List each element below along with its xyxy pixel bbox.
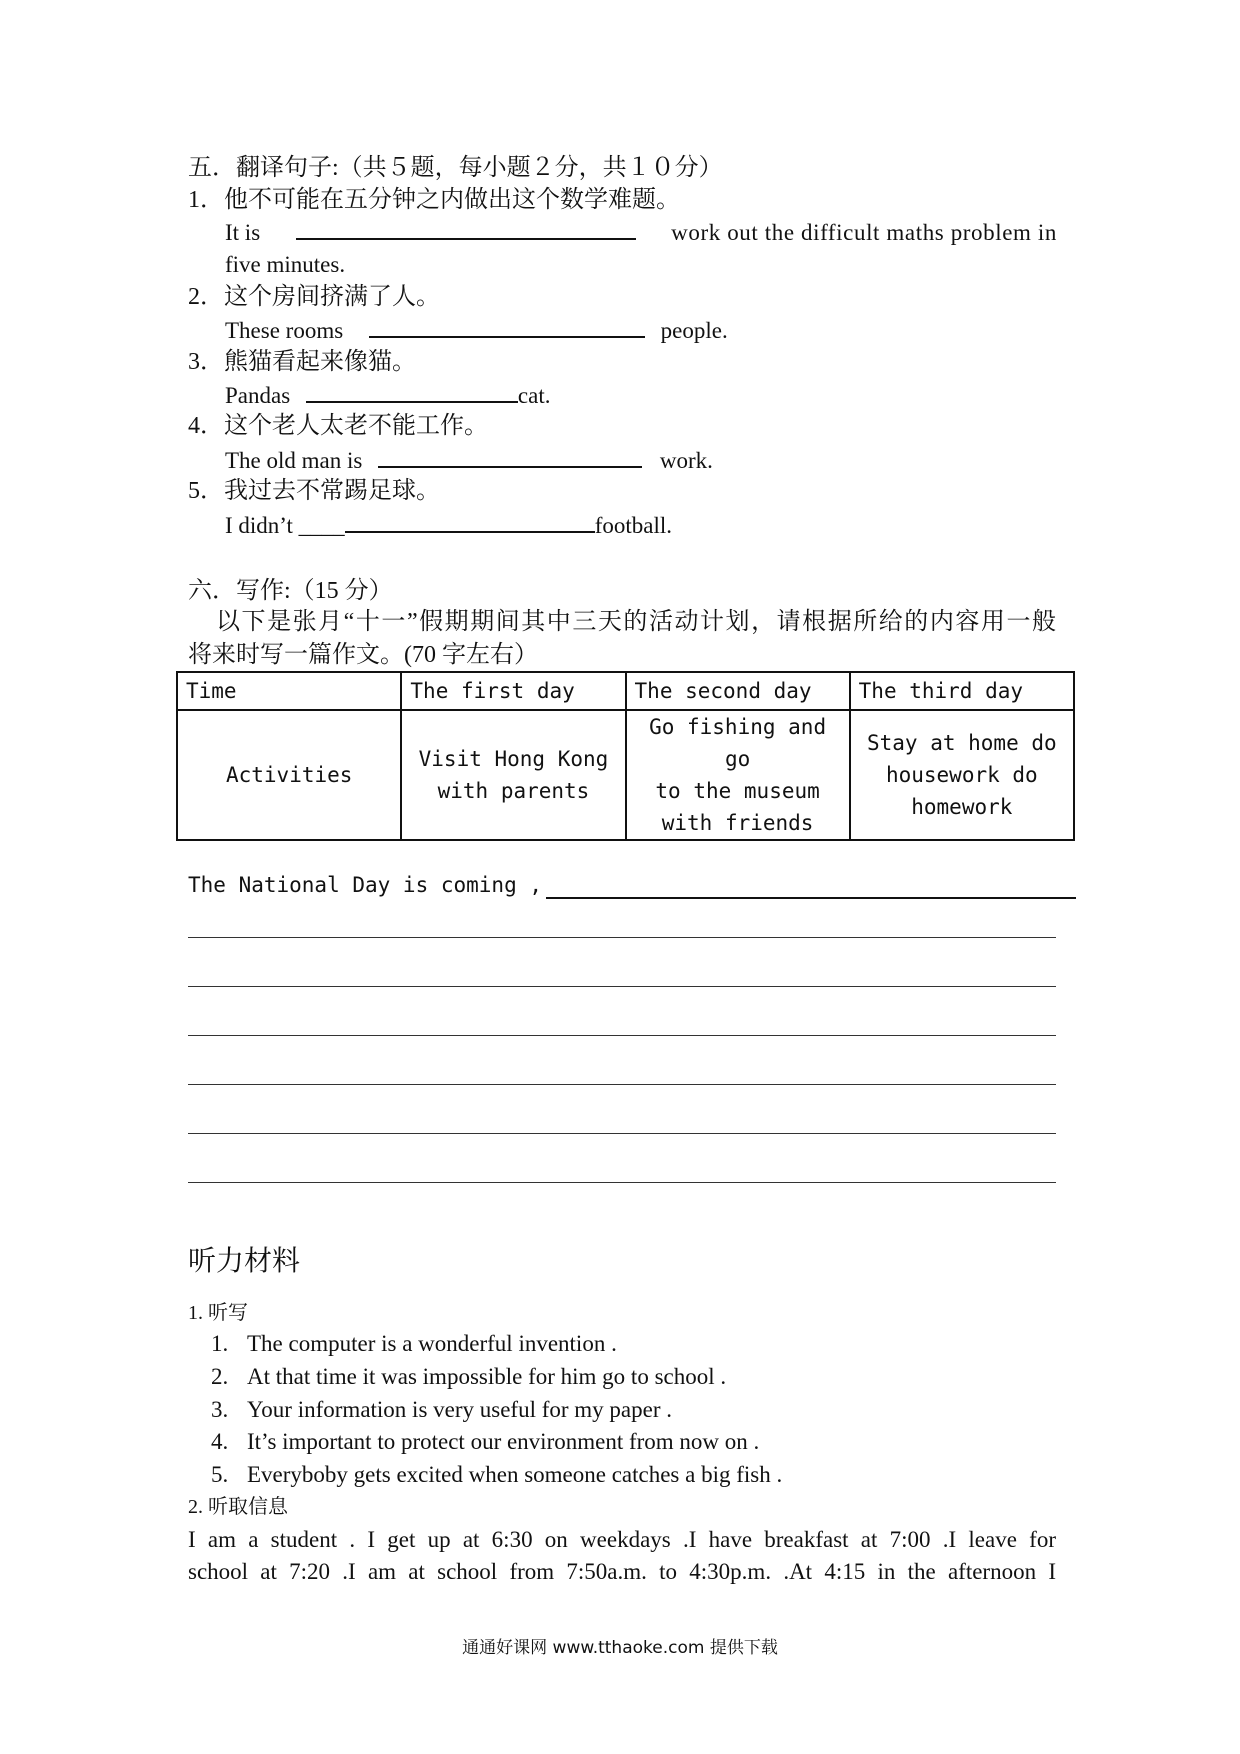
q1-text-before: It is	[225, 220, 261, 245]
q4-chinese: 4．这个老人太老不能工作。	[188, 413, 488, 439]
q1-blank[interactable]	[296, 218, 636, 240]
cell-first-day-line2: with parents	[437, 779, 590, 803]
section5-heading: 五．翻译句子:（共５题，每小题２分，共１０分）	[188, 155, 723, 181]
q3-blank[interactable]	[306, 381, 518, 403]
q3-chinese: 3．熊猫看起来像猫。	[188, 349, 416, 375]
header-third-day: The third day	[850, 672, 1074, 710]
cell-second-day-line2: to the museum	[655, 779, 820, 803]
activity-plan-table	[176, 671, 1075, 841]
header-time: Time	[177, 672, 401, 710]
dictation-item-5: 5. Everyboby gets excited when someone catches a big fish .	[211, 1462, 783, 1487]
q3-text-before: Pandas	[225, 383, 291, 408]
q1-english	[225, 218, 1057, 247]
dictation-item-4: 4. It’s important to protect our environment from now on .	[211, 1429, 760, 1454]
q5-english	[225, 511, 672, 540]
q5-text-before: I didn’t ____	[225, 513, 345, 538]
cell-third-day-line1: Stay at home do	[867, 731, 1057, 755]
cell-third-day-line2: housework do	[885, 763, 1038, 787]
cell-second-day	[626, 710, 850, 840]
q1-continuation: five minutes.	[225, 252, 346, 277]
q1-text-after: work out the difficult maths problem in	[671, 220, 1057, 245]
table-activities-row	[177, 710, 1074, 840]
q4-blank[interactable]	[378, 446, 642, 468]
dictation-item-2: 2. At that time it was impossible for him go to school .	[211, 1364, 727, 1389]
q1-chinese: 1．他不可能在五分钟之内做出这个数学难题。	[188, 187, 680, 213]
essay-opening	[188, 870, 542, 900]
row-label-activities: Activities	[177, 710, 401, 840]
q4-text-before: The old man is	[225, 448, 363, 473]
q2-blank[interactable]	[369, 316, 645, 338]
q4-english	[225, 446, 713, 475]
q5-text-after: football.	[594, 513, 672, 538]
q5-chinese: 5．我过去不常踢足球。	[188, 478, 440, 504]
header-second-day: The second day	[626, 672, 850, 710]
section6-intro-line1: 以下是张月“十一”假期期间其中三天的活动计划，请根据所给的内容用一般	[216, 609, 1056, 635]
essay-line-6[interactable]	[188, 1182, 1056, 1183]
q2-text-before: These rooms	[225, 318, 344, 343]
listening-passage-line1: I am a student . I get up at 6:30 on weekdays .I have breakfast at 7:00 .I leave for	[188, 1527, 1056, 1552]
essay-first-blank[interactable]	[546, 897, 1076, 899]
q4-text-after: work.	[659, 448, 713, 473]
section6-heading: 六．写作:（15 分）	[188, 578, 393, 604]
listening-part1-title: 1. 听写	[188, 1302, 248, 1324]
cell-first-day	[401, 710, 625, 840]
cell-first-day-line1: Visit Hong Kong	[418, 747, 609, 771]
section6-intro-line2: 将来时写一篇作文。(70 字左右）	[188, 642, 538, 668]
q3-english	[225, 381, 550, 410]
q2-english	[225, 316, 728, 345]
header-first-day: The first day	[401, 672, 625, 710]
essay-line-1[interactable]	[188, 937, 1056, 938]
table-header-row	[177, 672, 1074, 710]
q3-text-after: cat.	[517, 383, 551, 408]
q2-chinese: 2．这个房间挤满了人。	[188, 284, 440, 310]
listening-part2-title: 2. 听取信息	[188, 1496, 288, 1518]
cell-second-day-line3: with friends	[661, 811, 814, 835]
dictation-item-1: 1. The computer is a wonderful invention .	[211, 1331, 617, 1356]
essay-line-5[interactable]	[188, 1133, 1056, 1134]
listening-passage-line2: school at 7:20 .I am at school from 7:50a.m. to 4:30p.m. .At 4:15 in the afternoon I	[188, 1559, 1056, 1584]
essay-start-text: The National Day is coming ,	[188, 873, 543, 897]
cell-third-day	[850, 710, 1074, 840]
listening-title: 听力材料	[188, 1244, 301, 1277]
q5-blank[interactable]	[345, 511, 595, 533]
cell-second-day-line1: Go fishing and go	[649, 715, 827, 771]
essay-line-4[interactable]	[188, 1084, 1056, 1085]
cell-third-day-line3: homework	[911, 795, 1013, 819]
essay-line-3[interactable]	[188, 1035, 1056, 1036]
dictation-item-3: 3. Your information is very useful for my paper .	[211, 1397, 673, 1422]
q2-text-after: people.	[660, 318, 728, 343]
essay-line-2[interactable]	[188, 986, 1056, 987]
page-footer: 通通好课网 www.tthaoke.com 提供下载	[462, 1638, 778, 1658]
